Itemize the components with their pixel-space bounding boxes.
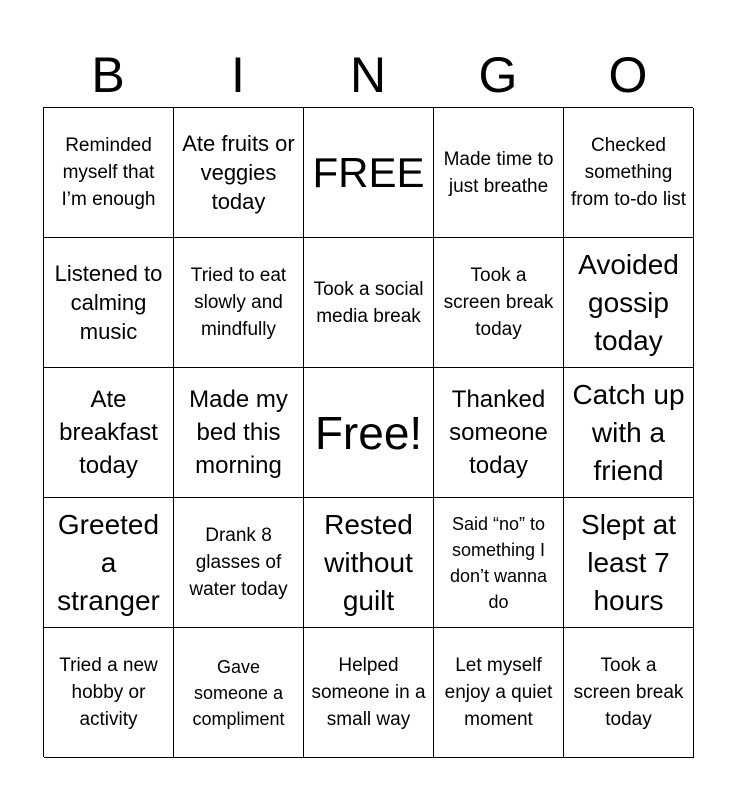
bingo-cell-r2c4[interactable] xyxy=(434,238,564,368)
cell-text: Made time to just breathe xyxy=(443,148,554,197)
bingo-cell-r5c2[interactable] xyxy=(174,628,304,758)
bingo-cell-free-r3c3[interactable] xyxy=(304,368,434,498)
cell-text: Said “no” to something I don’t wanna do xyxy=(449,513,548,612)
bingo-cell-r2c5[interactable] xyxy=(564,238,694,368)
header-letter-o: O xyxy=(608,47,648,103)
bingo-cell-r5c3[interactable] xyxy=(304,628,434,758)
cell-text: Took a social media break xyxy=(313,278,424,327)
cell-text: Tried a new hobby or activity xyxy=(59,655,158,730)
bingo-cell-r4c5[interactable] xyxy=(564,498,694,628)
cell-text: Ate fruits or veggies today xyxy=(182,131,295,214)
bingo-cell-r2c1[interactable] xyxy=(44,238,174,368)
cell-text: Reminded myself that I’m enough xyxy=(61,135,156,210)
cell-text: Avoided gossip today xyxy=(578,248,679,356)
bingo-cell-r3c5[interactable] xyxy=(564,368,694,498)
header-letter-b: B xyxy=(91,47,125,103)
cell-text: Rested without guilt xyxy=(324,508,413,616)
cell-text: Took a screen break today xyxy=(573,655,684,730)
bingo-cell-r1c1[interactable] xyxy=(44,108,174,238)
bingo-cell-r2c2[interactable] xyxy=(174,238,304,368)
bingo-cell-r4c4[interactable] xyxy=(434,498,564,628)
cell-text: Catch up with a friend xyxy=(572,378,685,486)
bingo-card-grid xyxy=(43,107,693,757)
cell-text: Made my bed this morning xyxy=(189,386,288,479)
bingo-cell-r4c3[interactable] xyxy=(304,498,434,628)
header-letter-i: I xyxy=(231,47,245,103)
bingo-cell-r5c4[interactable] xyxy=(434,628,564,758)
cell-text: Tried to eat slowly and mindfully xyxy=(190,265,287,340)
cell-text: Took a screen break today xyxy=(443,265,554,340)
bingo-header xyxy=(43,42,693,108)
bingo-cell-r3c2[interactable] xyxy=(174,368,304,498)
cell-text: Checked something from to-do list xyxy=(570,135,687,210)
bingo-cell-free-r1c3[interactable] xyxy=(304,108,434,238)
cell-text: Listened to calming music xyxy=(54,261,163,344)
cell-text: Slept at least 7 hours xyxy=(581,508,676,616)
bingo-cell-r1c2[interactable] xyxy=(174,108,304,238)
cell-text: Drank 8 glasses of water today xyxy=(189,525,288,600)
bingo-cell-r2c3[interactable] xyxy=(304,238,434,368)
bingo-cell-r5c5[interactable] xyxy=(564,628,694,758)
cell-text: Let myself enjoy a quiet moment xyxy=(444,655,553,730)
cell-text: Gave someone a compliment xyxy=(192,656,285,729)
cell-text: Greeted a stranger xyxy=(57,508,160,616)
cell-text: Helped someone in a small way xyxy=(311,655,426,730)
bingo-cell-r1c4[interactable] xyxy=(434,108,564,238)
cell-text: Ate breakfast today xyxy=(59,386,158,479)
bingo-cell-r5c1[interactable] xyxy=(44,628,174,758)
cell-text: Thanked someone today xyxy=(449,386,548,479)
header-letter-g: G xyxy=(478,47,518,103)
bingo-cell-r4c1[interactable] xyxy=(44,498,174,628)
bingo-cell-r3c4[interactable] xyxy=(434,368,564,498)
bingo-cell-r1c5[interactable] xyxy=(564,108,694,238)
cell-text: Free! xyxy=(314,406,423,459)
bingo-cell-r3c1[interactable] xyxy=(44,368,174,498)
cell-text: FREE xyxy=(312,148,425,196)
header-letter-n: N xyxy=(349,47,387,103)
bingo-cell-r4c2[interactable] xyxy=(174,498,304,628)
